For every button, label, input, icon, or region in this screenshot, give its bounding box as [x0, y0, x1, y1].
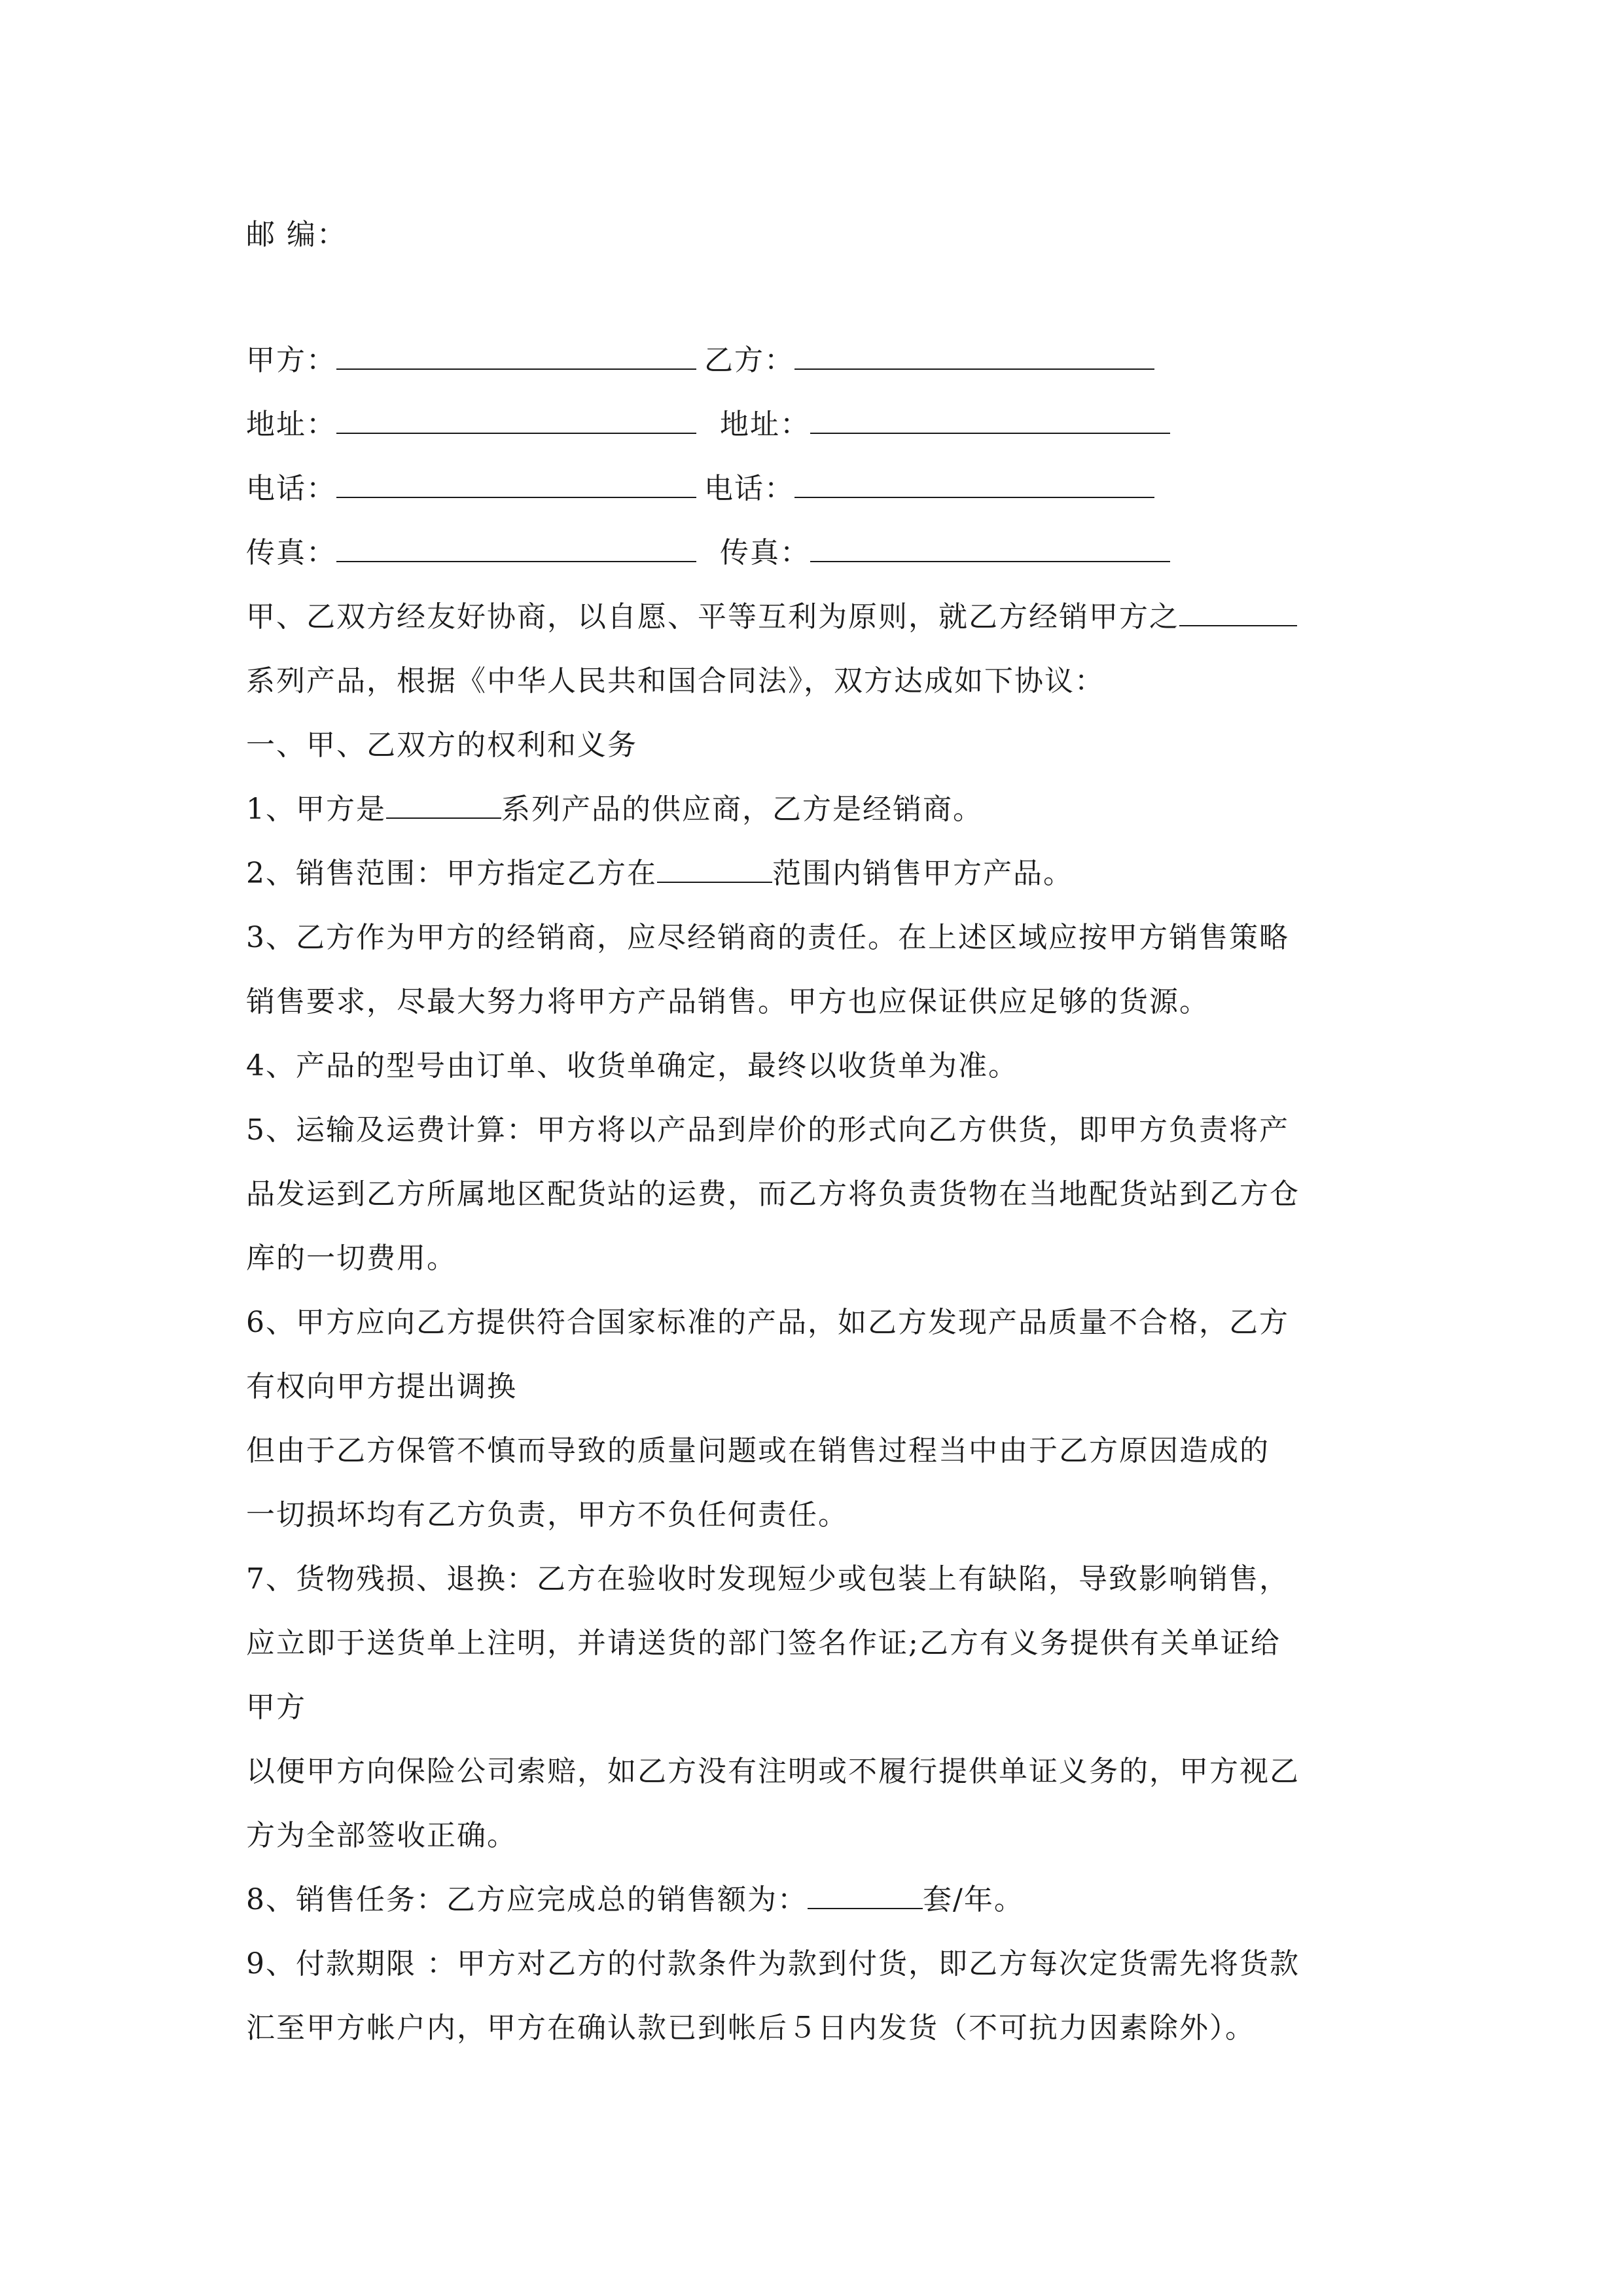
party-b-fax-label: 传真：	[720, 536, 810, 569]
clause-2: 2、销售范围：甲方指定乙方在 范围内销售甲方产品。	[246, 842, 1385, 906]
contract-content	[246, 203, 1385, 2060]
party-row-phone	[246, 457, 1385, 521]
clause-6-line-1: 6、甲方应向乙方提供符合国家标准的产品，如乙方发现产品质量不合格，乙方	[246, 1306, 1289, 1339]
party-b-phone-field[interactable]	[794, 468, 1154, 498]
party-a-address-label: 地址：	[246, 408, 336, 441]
party-a-fax-field[interactable]	[336, 532, 696, 562]
postal-code-label: 邮 编：	[246, 218, 347, 251]
clause-9-line-1: 9、付款期限 ：甲方对乙方的付款条件为款到付货，即乙方每次定货需先将货款	[246, 1947, 1300, 1981]
party-a-name-label: 甲方：	[246, 344, 336, 377]
party-b-name-label: 乙方：	[704, 344, 794, 377]
party-row-address	[246, 393, 1385, 457]
party-b-fax-field[interactable]	[810, 532, 1170, 562]
clause-5-line-2: 品发运到乙方所属地区配货站的运费，而乙方将负责货物在当地配货站到乙方仓	[246, 1177, 1300, 1211]
clause-3-line-1: 3、乙方作为甲方的经销商，应尽经销商的责任。在上述区域应按甲方销售策略	[246, 921, 1289, 954]
clause-7-line-1: 7、货物残损、退换：乙方在验收时发现短少或包装上有缺陷，导致影响销售，	[246, 1562, 1289, 1596]
intro-line-1: 甲、乙双方经友好协商，以自愿、平等互利为原则，就乙方经销甲方之	[246, 585, 1385, 649]
party-a-name-field[interactable]	[336, 340, 696, 370]
intro-line-2: 系列产品，根据《中华人民共和国合同法》，双方达成如下协议：	[246, 664, 1105, 698]
clause-6-line-2: 有权向甲方提出调换	[246, 1370, 517, 1403]
party-a-fax-label: 传真：	[246, 536, 336, 569]
postal-code-line	[246, 203, 1385, 267]
party-b-name-field[interactable]	[794, 340, 1154, 370]
party-a-phone-label: 电话：	[246, 472, 336, 505]
party-a-address-field[interactable]	[336, 404, 696, 434]
party-row-fax	[246, 521, 1385, 585]
party-row-name	[246, 329, 1385, 393]
sales-region-blank[interactable]	[657, 853, 772, 883]
party-b-address-label: 地址：	[720, 408, 810, 441]
party-info-block	[246, 329, 1385, 585]
clause-1: 1、甲方是 系列产品的供应商，乙方是经销商。	[246, 778, 1385, 842]
clause-5-line-3: 库的一切费用。	[246, 1242, 457, 1275]
party-a-phone-field[interactable]	[336, 468, 696, 498]
product-series-blank[interactable]	[1179, 596, 1297, 626]
clause-5-line-1: 5、运输及运费计算：甲方将以产品到岸价的形式向乙方供货，即甲方负责将产	[246, 1113, 1289, 1147]
section-1-title: 一、甲、乙双方的权利和义务	[246, 728, 637, 762]
party-b-address-field[interactable]	[810, 404, 1170, 434]
sales-target-blank[interactable]	[808, 1879, 923, 1909]
clause-3-line-2: 销售要求，尽最大努力将甲方产品销售。甲方也应保证供应足够的货源。	[246, 985, 1209, 1018]
party-b-phone-label: 电话：	[704, 472, 794, 505]
clause-7-line-4: 以便甲方向保险公司索赔，如乙方没有注明或不履行提供单证义务的，甲方视乙	[246, 1755, 1300, 1788]
supplier-series-blank[interactable]	[386, 789, 501, 819]
clause-7-line-3: 甲方	[246, 1691, 306, 1724]
clause-6-line-3: 但由于乙方保管不慎而导致的质量问题或在销售过程当中由于乙方原因造成的	[246, 1434, 1270, 1467]
clause-9-line-2: 汇至甲方帐户内，甲方在确认款已到帐后５日内发货（不可抗力因素除外）。	[246, 2011, 1255, 2045]
clause-7-line-5: 方为全部签收正确。	[246, 1819, 517, 1852]
clause-7-line-2: 应立即于送货单上注明，并请送货的部门签名作证;乙方有义务提供有关单证给	[246, 1626, 1281, 1660]
clause-4: 4、产品的型号由订单、收货单确定，最终以收货单为准。	[246, 1049, 1018, 1083]
clause-6-line-4: 一切损坏均有乙方负责，甲方不负任何责任。	[246, 1498, 848, 1532]
clause-8: 8、销售任务：乙方应完成总的销售额为： 套/年。	[246, 1868, 1385, 1932]
